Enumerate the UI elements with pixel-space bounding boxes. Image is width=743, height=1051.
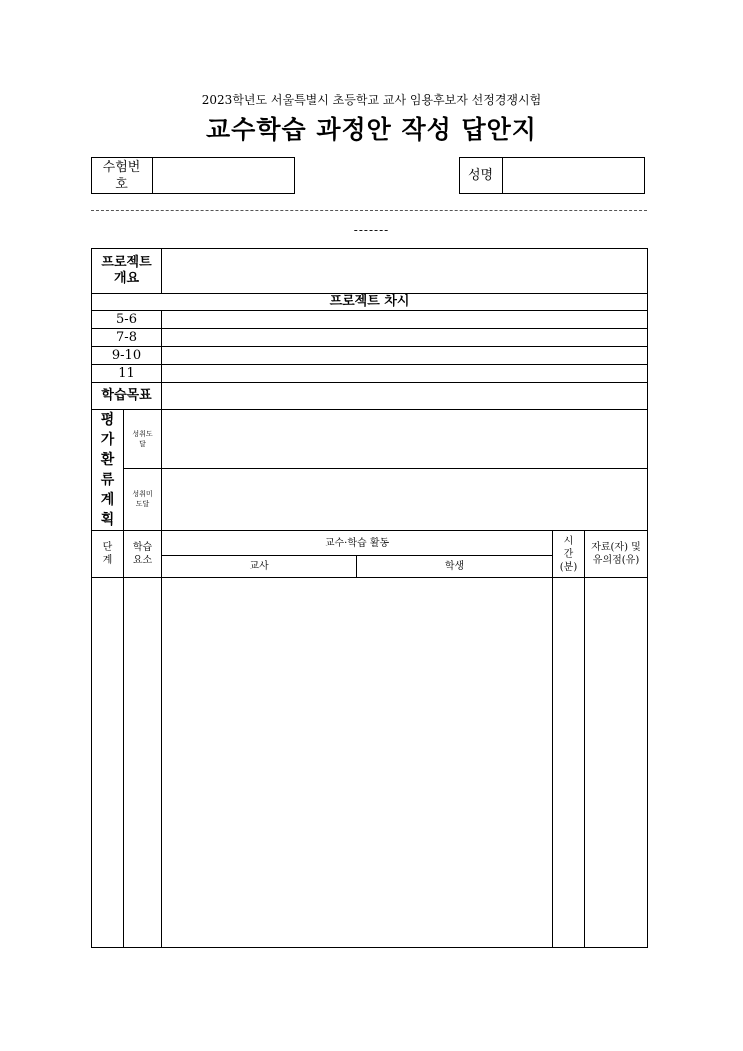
activity-header: 교수·학습 활동 — [162, 531, 553, 556]
time-header: 시 간 (분) — [553, 531, 585, 578]
session-input[interactable] — [162, 311, 648, 329]
objective-label: 학습목표 — [92, 383, 162, 410]
session-input[interactable] — [162, 347, 648, 365]
session-label: 11 — [92, 365, 162, 383]
exam-number-input[interactable] — [153, 157, 295, 194]
materials-cell[interactable] — [585, 578, 648, 948]
exam-number-label: 수험번 호 — [91, 157, 153, 194]
overview-label: 프로젝트 개요 — [92, 249, 162, 294]
achievement-label: 성취도 달 — [124, 410, 162, 469]
achievement-input[interactable] — [162, 410, 648, 469]
non-achievement-input[interactable] — [162, 468, 648, 530]
activity-cell[interactable] — [162, 578, 553, 948]
session-input[interactable] — [162, 365, 648, 383]
name-input[interactable] — [503, 157, 645, 194]
overview-input[interactable] — [162, 249, 648, 294]
assessment-label: 평 가 환 류 계 획 — [92, 410, 124, 531]
time-cell[interactable] — [553, 578, 585, 948]
session-label: 9-10 — [92, 347, 162, 365]
session-label: 7-8 — [92, 329, 162, 347]
teacher-header: 교사 — [162, 556, 357, 578]
lesson-plan-table — [91, 248, 648, 948]
separator-dashes: ------- — [353, 223, 390, 237]
answer-sheet-title: 교수학습 과정안 작성 답안지 — [206, 115, 537, 144]
student-header: 학생 — [357, 556, 553, 578]
stage-cell[interactable] — [92, 578, 124, 948]
session-label: 5-6 — [92, 311, 162, 329]
sessions-header: 프로젝트 차시 — [92, 294, 648, 311]
stage-header: 단 계 — [92, 531, 124, 578]
session-input[interactable] — [162, 329, 648, 347]
non-achievement-label: 성취미 도달 — [124, 468, 162, 530]
name-label: 성명 — [459, 157, 503, 194]
objective-input[interactable] — [162, 383, 648, 410]
exam-subtitle: 2023학년도 서울특별시 초등학교 교사 임용후보자 선정경쟁시험 — [201, 93, 542, 107]
materials-header: 자료(자) 및 유의점(유) — [585, 531, 648, 578]
element-cell[interactable] — [124, 578, 162, 948]
element-header: 학습 요소 — [124, 531, 162, 578]
cut-line — [91, 210, 647, 211]
